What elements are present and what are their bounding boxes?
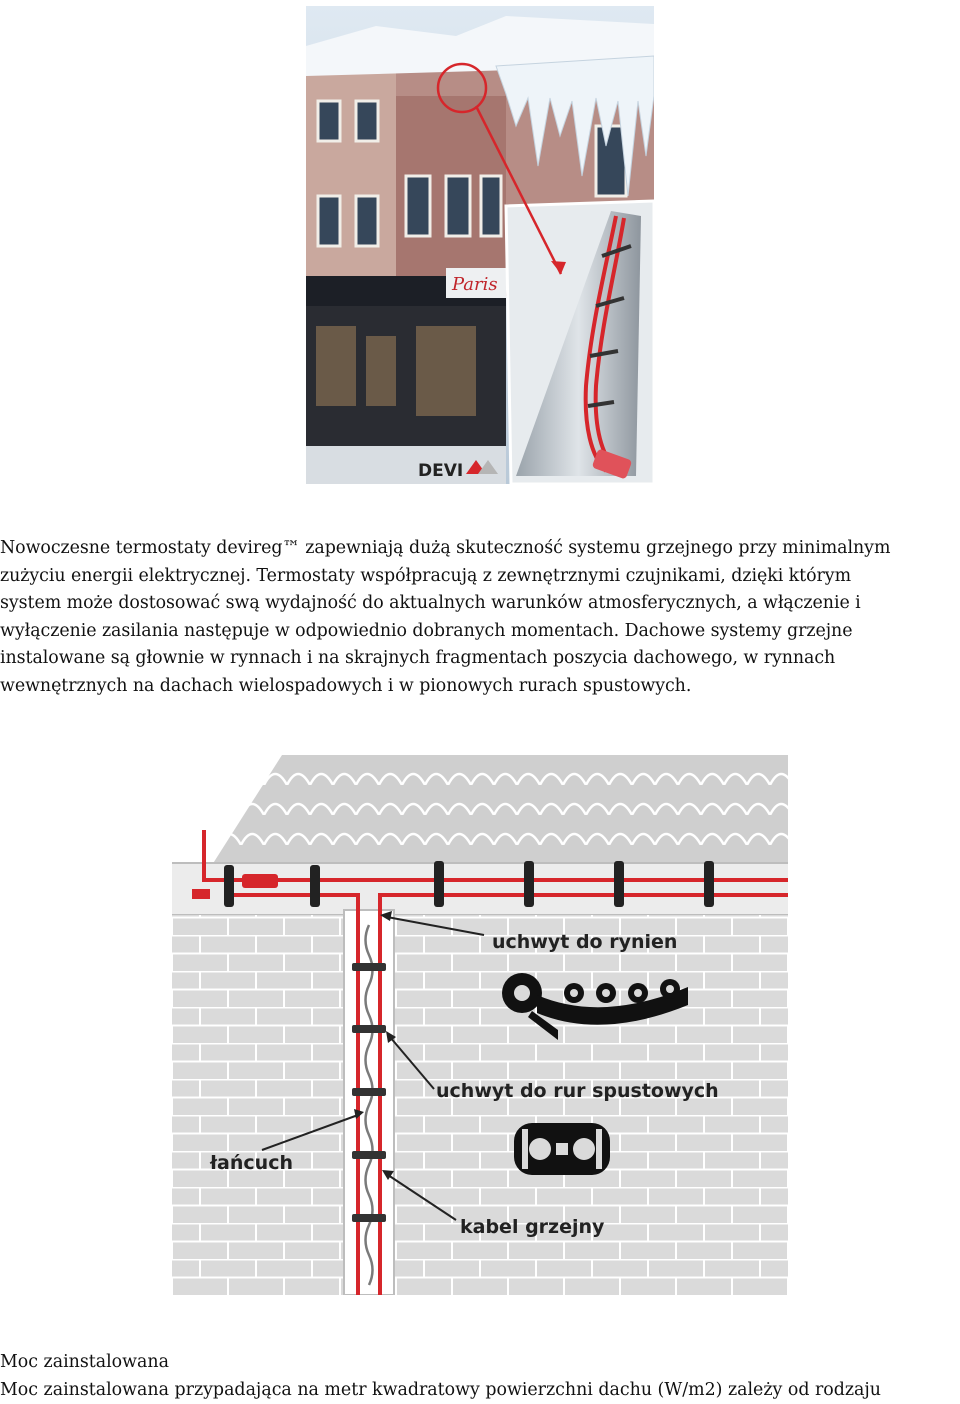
section-text: Moc zainstalowana przypadająca na metr kwadratowy powierzchni dachu (W/m2) zależy od rodzaju: [0, 1380, 882, 1400]
devi-logo-text: DEVI: [418, 461, 464, 481]
roof-tiles: [212, 755, 788, 865]
label-heating-cable: kabel grzejny: [460, 1216, 605, 1238]
shop-sign: Paris: [452, 274, 498, 295]
paragraph-line: Nowoczesne termostaty devireg™ zapewniają dużą skuteczność systemu grzejnego przy minimalnym: [0, 538, 891, 558]
paragraph-line: zużyciu energii elektrycznej. Termostaty współpracują z zewnętrznymi czujnikami, dzięki którym: [0, 565, 852, 586]
label-chain: łańcuch: [210, 1152, 293, 1174]
pipe-bracket-icon: [514, 1123, 610, 1175]
building-photo: [306, 6, 654, 484]
gutter: [172, 863, 788, 915]
paragraph-line: system może dostosować swą wydajność do aktualnych warunków atmosferycznych, a włączenie i: [0, 593, 861, 613]
brick-wall: [172, 915, 788, 1295]
section-heading: Moc zainstalowana: [0, 1352, 169, 1372]
description-paragraph: [0, 535, 960, 700]
paragraph-line: instalowane są głownie w rynnach i na skrajnych fragmentach poszycia dachowego, w rynnach: [0, 648, 836, 668]
label-pipe-bracket: uchwyt do rur spustowych: [436, 1080, 719, 1102]
cable-connector: [242, 874, 278, 888]
paragraph-line: wyłączenie zasilania następuje w odpowiednio dobranych momentach. Dachowe systemy grzejne: [0, 620, 853, 641]
paragraph-line: wewnętrznych na dachach wielospadowych i w pionowych rurach spustowych.: [0, 675, 692, 696]
label-gutter-bracket: uchwyt do rynien: [492, 931, 678, 953]
heating-system-diagram: [172, 755, 788, 1295]
